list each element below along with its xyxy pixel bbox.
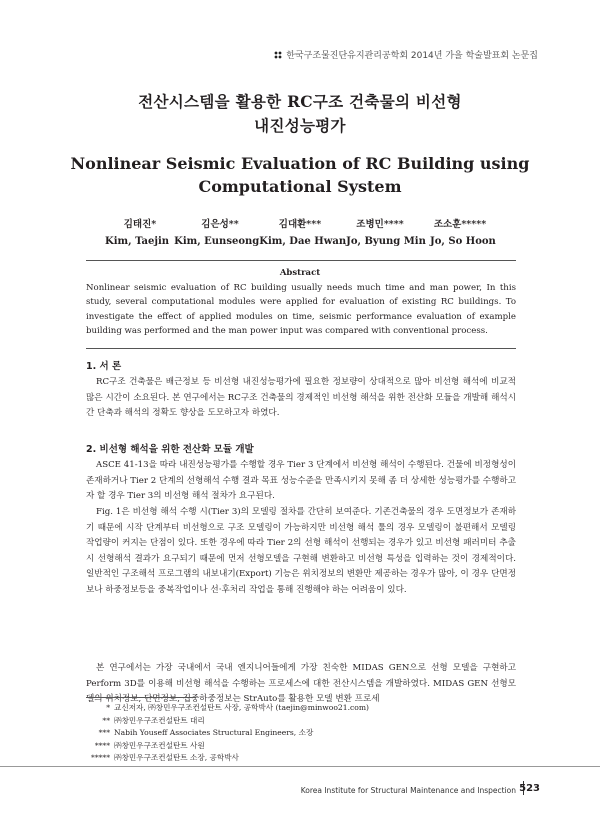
section-introduction-body: RC구조 건축물은 배근정보 등 비선형 내진성능평가에 필요한 정보량이 상대적으로 많아 비선형 해석에 비교적 많은 시간이 소요된다. 본 연구에서는 RC구조 건축물의 경제적인 비선형 해석을 위한 전산화 모듈을 개발해 해석시간 단축과 해석의 정확도 향상을 도모하고자 하였다. xyxy=(86,377,516,419)
abstract-body: Nonlinear seismic evaluation of RC building usually needs much time and man power, In this study, several computational modules were applied for evaluation of existing RC buildings. To investigate the effect of applied modules on time, seismic performance evaluation of example building was performed and the man power input was compared with conventional process. xyxy=(86,283,516,337)
footnote-mark: **** xyxy=(94,740,110,750)
author-ko-3: 김대환*** xyxy=(278,219,322,230)
footer-journal-name: Korea Institute for Structural Maintenance and Inspection xyxy=(300,786,516,795)
footnote-mark: * xyxy=(106,703,110,712)
author-en-3: Kim, Dae Hwan xyxy=(259,236,347,247)
footnote-text: ㈜창민우구조컨설탄트 사원 xyxy=(114,740,205,750)
footnote-rule xyxy=(86,697,196,698)
running-header xyxy=(274,48,538,61)
footnote-text: ㈜창민우구조컨설탄트 소장, 공학박사 xyxy=(114,753,239,763)
abstract-heading: Abstract xyxy=(279,268,321,278)
footnote-mark: ** xyxy=(102,715,110,725)
footnote-text: Nabih Youseff Associates Structural Engineers, 소장 xyxy=(114,728,314,738)
footnote-item xyxy=(78,727,518,740)
footnote-item xyxy=(78,715,518,728)
author-en-1: Kim, Taejin xyxy=(105,236,170,247)
footnote-item xyxy=(78,752,518,765)
running-header-text: 한국구조물진단유지관리공학회 2014년 가을 학술발표회 논문집 xyxy=(286,51,538,61)
author-ko-4: 조병민**** xyxy=(356,219,404,230)
page-number: 523 xyxy=(519,783,540,794)
author-en-4: Jo, Byung Min xyxy=(346,236,426,247)
authors-korean xyxy=(100,216,500,230)
dot-grid-icon xyxy=(274,51,282,59)
footnote-item xyxy=(78,702,518,715)
author-ko-5: 조소훈***** xyxy=(433,219,487,230)
section-heading-introduction: 1. 서 론 xyxy=(86,361,122,372)
author-en-5: Jo, So Hoon xyxy=(430,236,496,247)
title-english xyxy=(0,152,600,198)
abstract-bottom-rule xyxy=(86,348,516,349)
title-english-line2: Computational System xyxy=(198,177,402,196)
footer-rule xyxy=(0,766,600,767)
footnote-text: ㈜창민우구조컨설탄트 대리 xyxy=(114,715,205,725)
section2-paragraph-3: 본 연구에서는 가장 국내에서 국내 엔지니어들에게 가장 친숙한 MIDAS GEN으로 선형 모델을 구현하고 Perform 3D를 이용해 비선형 해석을 수행하는 프로세스에 대한 전산시스템을 개발하였다. MIDAS GEN 선형모델의 위치정보, 단면정보, 집중하중정보는 StrAuto를 활용한 모델 변환 프로세 xyxy=(86,663,516,705)
footnote-item xyxy=(78,740,518,753)
author-en-2: Kim, Eunseong xyxy=(174,236,260,247)
section2-paragraph-2: Fig. 1은 비선형 해석 수행 시(Tier 3)의 모델링 절차를 간단히 보여준다. 기존건축물의 경우 도면정보가 존재하기 때문에 시작 단계부터 비선형으로 구조 모델링이 가능하지만 비선형 해석 툴의 경우 모델링이 불편해서 모델링 작업량이 커지는 단점이 있다. 또한 경우에 따라 Tier 2의 선형 해석이 선행되는 경우가 있고 비선형 패러미터 추출 시 선형해석 결과가 요구되기 때문에 먼저 선형모델을 구현해 변환하고 비선형 특성을 입력하는 것이 경제적이다. 일반적인 구조해석 프로그램의 내보내기(Export) 기능은 위치정보의 변환만 제공하는 경우가 많아, 이 경우 단면정보나 하중정보등을 중복작업이나 선·후처리 작업을 통해 진행해야 하는 어려움이 있다. xyxy=(86,507,516,595)
section-heading-module-development: 2. 비선형 해석을 위한 전산화 모듈 개발 xyxy=(86,444,254,455)
title-english-line1: Nonlinear Seismic Evaluation of RC Building using xyxy=(70,154,530,173)
title-korean-line1: 전산시스템을 활용한 RC구조 건축물의 비선형 xyxy=(138,92,462,111)
author-ko-2: 김은성** xyxy=(201,219,239,230)
title-korean xyxy=(0,90,600,138)
footnotes xyxy=(78,702,518,765)
abstract-top-rule xyxy=(86,260,516,261)
footnote-text: 교신저자, ㈜창민우구조컨설탄트 사장, 공학박사 (taejin@minwoo21.com) xyxy=(114,703,369,712)
title-korean-line2: 내진성능평가 xyxy=(254,116,346,135)
authors-english xyxy=(100,236,500,247)
section2-paragraph-1: ASCE 41-13을 따라 내진성능평가를 수행할 경우 Tier 3 단계에서 비선형 해석이 수행된다. 건물에 비정형성이 존재하거나 Tier 2 단계의 선형해석 수행 결과 목표 성능수준을 만족시키지 못해 좀 더 상세한 성능평가를 수행하고자 할 경우 Tier 3의 비선형 해석 절차가 요구된다. xyxy=(86,460,516,502)
footnote-mark: *** xyxy=(98,728,110,738)
footnote-mark: ***** xyxy=(91,753,110,763)
author-ko-1: 김태진* xyxy=(123,219,157,230)
